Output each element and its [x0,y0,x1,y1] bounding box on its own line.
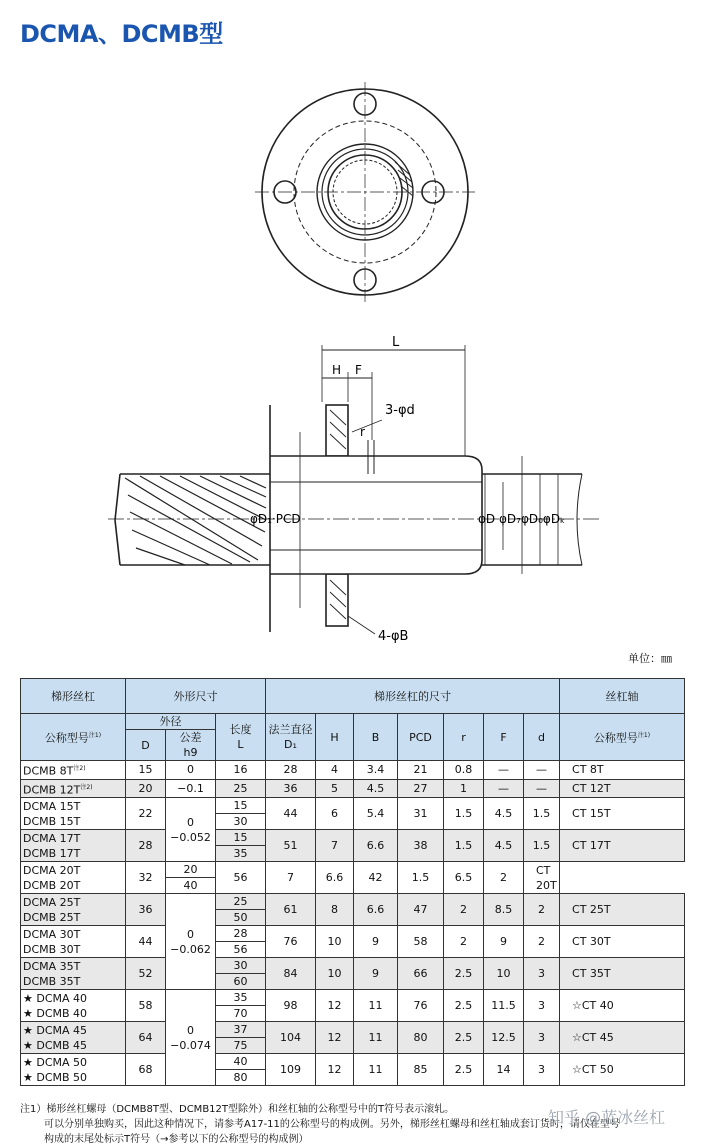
r-cell: 2.5 [444,990,484,1022]
pcd-cell: 31 [398,798,444,830]
model-b: ★ DCMB 50 [23,1070,88,1084]
h-cell: 10 [316,958,354,990]
pcd-cell: 76 [398,990,444,1022]
length-cell: 75 [216,1038,266,1054]
hdr-H: H [316,714,354,761]
d1-cell: 84 [266,958,316,990]
length-cell: 80 [216,1070,266,1086]
shaft-cell: CT 12T [560,779,685,798]
d-cell: 2 [484,862,524,894]
tol-upper: 0 [187,927,194,941]
tol-lower: −0.062 [170,942,211,956]
hdr-PCD: PCD [398,714,444,761]
length-cell: 15 [216,830,266,846]
d1-cell: 28 [266,761,316,780]
length-cell: 35 [216,990,266,1006]
d1-cell: 44 [266,798,316,830]
model-cell [21,894,126,926]
length-cell: 20 [166,862,216,878]
od-cell: 44 [126,926,166,958]
hdr-shaft-model-text: 公称型号 [593,731,638,745]
table-row [21,1054,685,1070]
label-4-b: 4-φB [378,629,409,644]
shaft-cell: ☆CT 40 [560,990,685,1022]
shaft-cell: CT 17T [560,830,685,862]
b-cell: 6.6 [354,830,398,862]
d-cell: 3 [524,1022,560,1054]
table-row [21,926,685,942]
od-cell: 20 [126,779,166,798]
table-row [21,862,685,878]
b-cell: 11 [354,1054,398,1086]
pcd-cell: 58 [398,926,444,958]
b-cell: 11 [354,990,398,1022]
h-cell: 7 [266,862,316,894]
model-a: ★ DCMA 45 [23,1023,88,1037]
model-note: 注2) [80,783,93,791]
label-r: r [360,425,365,439]
pcd-cell: 27 [398,779,444,798]
side-view [108,345,600,634]
pcd-cell: 21 [398,761,444,780]
label-F: F [355,363,362,377]
tol-cell: 0 [166,761,216,780]
pcd-cell: 66 [398,958,444,990]
model-b: DCMB 30T [23,942,81,956]
label-d1-pcd: φD₁·PCD [250,512,301,526]
length-cell: 35 [216,846,266,862]
shaft-cell: CT 25T [560,894,685,926]
model-b: DCMB 25T [23,910,81,924]
shaft-cell: CT 20T [524,862,560,894]
d1-cell: 56 [216,862,266,894]
hdr-length [216,714,266,761]
b-cell: 3.4 [354,761,398,780]
length-cell: 25 [216,779,266,798]
f-cell: 6.5 [444,862,484,894]
label-diameters: φD φD₇φD₀φDₖ [478,512,566,526]
r-cell: 1 [444,779,484,798]
od-cell: 22 [126,798,166,830]
pcd-cell: 85 [398,1054,444,1086]
hdr-flange-sym: D₁ [284,738,297,751]
d1-cell: 98 [266,990,316,1022]
length-cell: 25 [216,894,266,910]
f-cell: — [484,761,524,780]
model-b: ★ DCMB 40 [23,1006,88,1020]
h-cell: 4 [316,761,354,780]
model-a: DCMA 25T [23,895,81,909]
table-row [21,779,685,798]
shaft-cell: ☆CT 50 [560,1054,685,1086]
tol-upper: 0 [187,815,194,829]
f-cell: 12.5 [484,1022,524,1054]
length-cell: 28 [216,926,266,942]
hdr-shaft-note: 注1) [637,732,651,740]
model-cell: DCMB $8T^{注2)}$ [21,761,126,780]
f-cell: 11.5 [484,990,524,1022]
h-cell: 6 [316,798,354,830]
page-title: DCMA、DCMB型 [20,20,223,48]
h-cell: 8 [316,894,354,926]
model-a: ★ DCMA 50 [23,1055,88,1069]
r-cell: 1.5 [444,830,484,862]
d-cell: 1.5 [524,830,560,862]
model-a: DCMA 17T [23,831,81,845]
tol-upper: 0 [187,1023,194,1037]
spec-table [20,678,685,1086]
d1-cell: 109 [266,1054,316,1086]
pcd-cell: 38 [398,830,444,862]
length-cell: 15 [216,798,266,814]
shaft-cell: ☆CT 45 [560,1022,685,1054]
r-cell: 2 [444,926,484,958]
b-cell: 6.6 [316,862,354,894]
f-cell: 14 [484,1054,524,1086]
h-cell: 10 [316,926,354,958]
hdr-r: r [444,714,484,761]
model-cell [21,862,126,894]
model-cell [21,1054,126,1086]
model-cell [21,926,126,958]
label-L: L [392,335,400,350]
watermark: 知乎 @蓝冰丝杠 [548,1108,666,1127]
hdr-flange [266,714,316,761]
note-line: 注1）梯形丝杠螺母（DCMB8T型、DCMB12T型除外）和丝杠轴的公称型号中的T符号表示滚轧。 [20,1104,455,1115]
hdr-D: D [126,730,166,761]
label-3-d: 3-φd [385,403,415,418]
od-cell: 32 [126,862,166,894]
h-cell: 7 [316,830,354,862]
pcd-cell: 80 [398,1022,444,1054]
table-row [21,1022,685,1038]
length-cell: 30 [216,958,266,974]
note-line: 可以分别单独购买，因此这种情况下，请参考A17-11的公称型号的构成例。另外，梯形丝杠螺母和丝杠轴成套订货时，请仅在型号 [44,1119,620,1130]
f-cell: 8.5 [484,894,524,926]
b-cell: 6.6 [354,894,398,926]
od-cell: 58 [126,990,166,1022]
tol-lower: −0.074 [170,1038,211,1052]
hdr-d: d [524,714,560,761]
model-cell: DCMB $12T^{注2)}$ [21,779,126,798]
r-cell: 2.5 [444,1022,484,1054]
d-cell: — [524,761,560,780]
table-row [21,958,685,974]
hdr-tol-text: 公差 [179,731,202,744]
length-cell: 40 [216,1054,266,1070]
model-b: DCMB 35T [23,974,81,988]
length-cell: 30 [216,814,266,830]
model-cell [21,830,126,862]
b-cell: 5.4 [354,798,398,830]
model-b: DCMB 15T [23,814,81,828]
model-note: 注2) [73,765,86,772]
header-row-2 [21,714,685,730]
model-a: DCMA 35T [23,959,81,973]
tol-cell [166,798,216,862]
hdr-flange-text: 法兰直径 [268,723,313,736]
d-cell: 3 [524,990,560,1022]
f-cell: — [484,779,524,798]
f-cell: 10 [484,958,524,990]
hdr-shaft: 丝杠轴 [560,679,685,714]
shaft-cell: CT 35T [560,958,685,990]
shaft-cell: CT 15T [560,798,685,830]
model-a: DCMA 30T [23,927,81,941]
tol-cell: −0.1 [166,779,216,798]
hdr-outer: 外形尺寸 [126,679,266,714]
r-cell: 2.5 [444,1054,484,1086]
b-cell: 9 [354,958,398,990]
hdr-tol [166,730,216,761]
d-cell: — [524,779,560,798]
b-cell: 9 [354,926,398,958]
h-cell: 5 [316,779,354,798]
od-cell: 68 [126,1054,166,1086]
model-a: ★ DCMA 40 [23,991,88,1005]
hdr-shaft-model [560,714,685,761]
model-cell [21,798,126,830]
hdr-model-note: 注1) [88,732,102,740]
length-cell: 56 [216,942,266,958]
d-cell: 2 [524,894,560,926]
hdr-B: B [354,714,398,761]
length-cell: 50 [216,910,266,926]
model-a: DCMA 20T [23,863,81,877]
f-cell: 9 [484,926,524,958]
d-cell: 2 [524,926,560,958]
hdr-model [21,714,126,761]
od-cell: 28 [126,830,166,862]
d1-cell: 104 [266,1022,316,1054]
table-row [21,990,685,1006]
od-cell: 64 [126,1022,166,1054]
model-b: DCMB 17T [23,846,81,860]
label-H: H [332,363,342,377]
h-cell: 12 [316,990,354,1022]
header-row-1 [21,679,685,714]
f-cell: 4.5 [484,798,524,830]
table-row [21,798,685,814]
hdr-F: F [484,714,524,761]
od-cell: 15 [126,761,166,780]
length-cell: 37 [216,1022,266,1038]
length-cell: 70 [216,1006,266,1022]
d-cell: 3 [524,1054,560,1086]
hdr-trap: 梯形丝杠的尺寸 [266,679,560,714]
hdr-od: 外径 [126,714,216,730]
length-cell: 60 [216,974,266,990]
r-cell: 1.5 [444,798,484,830]
d1-cell: 51 [266,830,316,862]
d1-cell: 61 [266,894,316,926]
length-cell: 16 [216,761,266,780]
table-row [21,761,685,780]
unit-label: 单位：㎜ [628,652,672,665]
h-cell: 12 [316,1054,354,1086]
tol-cell [166,894,216,990]
tol-cell [166,990,216,1086]
shaft-cell: CT 30T [560,926,685,958]
model-b: DCMB 20T [23,878,81,892]
table-row [21,894,685,910]
model-cell [21,958,126,990]
od-cell: 52 [126,958,166,990]
table-row [21,830,685,846]
r-cell: 1.5 [398,862,444,894]
d1-cell: 76 [266,926,316,958]
spec-table-body [21,761,685,1086]
h-cell: 12 [316,1022,354,1054]
pcd-cell: 42 [354,862,398,894]
d-cell: 3 [524,958,560,990]
r-cell: 2 [444,894,484,926]
d1-cell: 36 [266,779,316,798]
model-cell [21,990,126,1022]
tol-lower: −0.052 [170,830,211,844]
note-line: 构成的末尾处标示T符号（→参考以下的公称型号的构成例） [44,1134,309,1145]
model-cell [21,1022,126,1054]
b-cell: 11 [354,1022,398,1054]
hdr-nut: 梯形丝杠 [21,679,126,714]
d-cell: 1.5 [524,798,560,830]
hdr-len-sym: L [237,738,244,751]
hdr-len-text: 长度 [229,723,252,736]
length-cell: 40 [166,878,216,894]
hdr-model-text: 公称型号 [44,731,89,745]
model-b: ★ DCMB 45 [23,1038,88,1052]
hdr-h9: h9 [183,746,198,759]
r-cell: 2.5 [444,958,484,990]
model-a: DCMA 15T [23,799,81,813]
f-cell: 4.5 [484,830,524,862]
od-cell: 36 [126,894,166,926]
shaft-cell: CT 8T [560,761,685,780]
r-cell: 0.8 [444,761,484,780]
b-cell: 4.5 [354,779,398,798]
pcd-cell: 47 [398,894,444,926]
flange-front-view [255,82,475,302]
